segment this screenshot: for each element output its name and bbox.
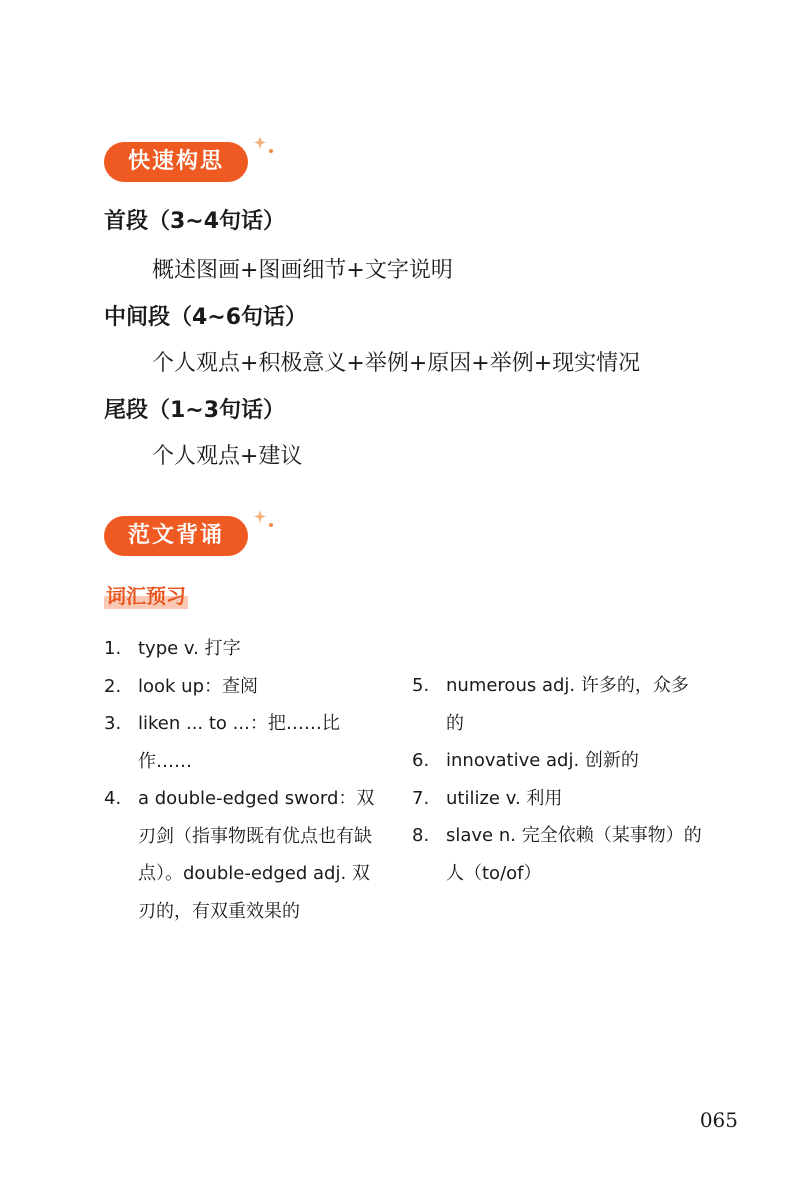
plan-content-first: 概述图画+图画细节+文字说明 [152,258,453,283]
section-badge-quick-outline: 快速构思 [104,142,248,182]
vocab-number: 3. [104,713,122,734]
vocab-number: 7. [412,787,430,809]
vocab-text: slave n. 完全依赖（某事物）的人（to/of） [446,825,702,884]
vocab-text: liken ... to ...：把……比作…… [138,713,340,772]
vocab-item [412,780,704,818]
vocab-item [412,742,704,780]
vocab-number: 1. [104,638,122,659]
vocab-number: 4. [104,788,122,809]
vocab-item [104,668,386,706]
section-badge-model-essay: 范文背诵 [104,516,248,556]
vocab-number: 6. [412,750,430,771]
vocab-text: look up：查阅 [138,675,259,697]
plan-title-middle: 中间段（4~6句话） [104,305,308,330]
vocab-item [412,817,704,892]
vocab-text: innovative adj. 创新的 [446,750,639,771]
vocab-text: a double-edged sword：双刃剑（指事物既有优点也有缺点）。double-edged adj. 双刃的，有双重效果的 [138,788,375,922]
plan-content-last: 个人观点+建议 [152,444,303,469]
vocab-item [104,705,386,780]
vocab-text: utilize v. 利用 [446,787,563,809]
vocab-text: type v. 打字 [138,638,241,659]
plan-title-last: 尾段（1~3句话） [104,398,286,423]
sparkle-icon [252,508,276,532]
vocab-column-left [104,630,386,930]
plan-title-first: 首段（3~4句话） [104,209,286,234]
vocab-number: 2. [104,675,122,697]
sparkle-icon [252,134,276,158]
vocab-number: 5. [412,675,430,696]
page-number: 065 [699,1108,738,1132]
vocab-item [104,780,386,930]
vocab-number: 8. [412,825,430,846]
plan-content-middle: 个人观点+积极意义+举例+原因+举例+现实情况 [152,351,641,376]
vocab-text: numerous adj. 许多的，众多的 [446,675,689,734]
vocab-column-right [412,667,704,892]
vocab-item [104,630,386,668]
vocab-heading: 词汇预习 [104,580,188,609]
vocab-item [412,667,704,742]
